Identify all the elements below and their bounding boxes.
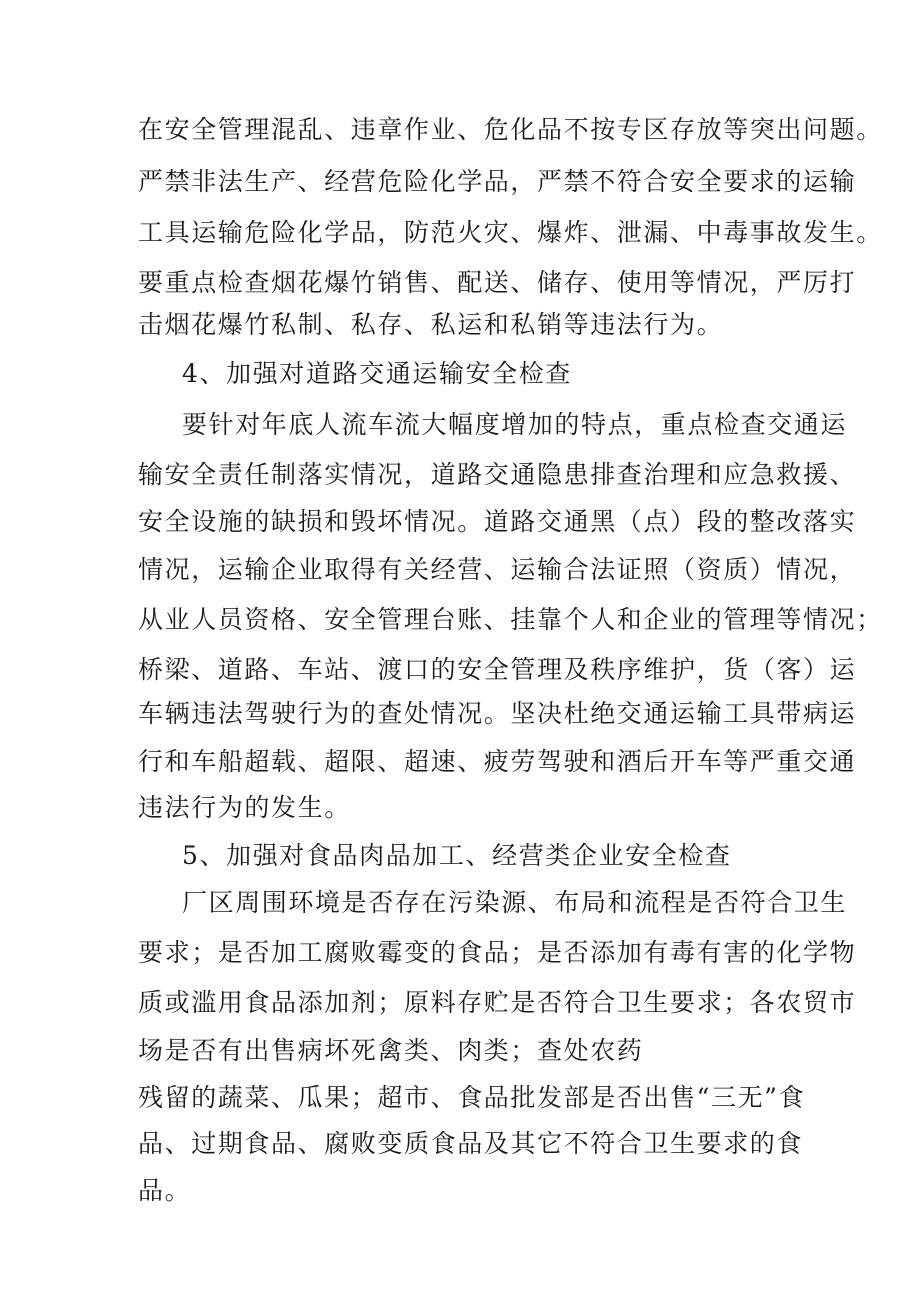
body-text-line: 输安全责任制落实情况，道路交通隐患排查治理和应急救援、 xyxy=(138,460,857,489)
body-text-line: 要重点检查烟花爆竹销售、配送、储存、使用等情况，严厉打 xyxy=(138,268,857,297)
body-text-line: 违法行为的发生。 xyxy=(138,793,351,822)
body-text-line: 工具运输危险化学品，防范火灾、爆炸、泄漏、中毒事故发生。 xyxy=(138,218,883,247)
body-text-line: 在安全管理混乱、违章作业、危化品不按专区存放等突出问题。 xyxy=(138,115,883,144)
body-text-line: 品。 xyxy=(138,1176,192,1205)
section-5-heading: 5、加强对食品肉品加工、经营类企业安全检查 xyxy=(182,841,732,870)
body-text-line: 残留的蔬菜、瓜果；超市、食品批发部是否出售“三无”食 xyxy=(138,1083,806,1112)
body-text-line: 场是否有出售病坏死禽类、肉类；查处农药 xyxy=(138,1036,644,1065)
body-text-line: 要求；是否加工腐败霉变的食品；是否添加有毒有害的化学物 xyxy=(138,938,857,967)
body-text-line: 质或滥用食品添加剂；原料存贮是否符合卫生要求；各农贸市 xyxy=(138,988,857,1017)
body-text-line: 安全设施的缺损和毁坏情况。道路交通黑（点）段的整改落实 xyxy=(138,507,857,536)
body-text-line: 从业人员资格、安全管理台账、挂靠个人和企业的管理等情况； xyxy=(138,605,883,634)
body-text-line: 严禁非法生产、经营危险化学品，严禁不符合安全要求的运输 xyxy=(138,167,857,196)
body-text-line: 行和车船超载、超限、超速、疲劳驾驶和酒后开车等严重交通 xyxy=(138,747,857,776)
body-text-line: 要针对年底人流车流大幅度增加的特点，重点检查交通运 xyxy=(182,410,848,439)
body-text-line: 品、过期食品、腐败变质食品及其它不符合卫生要求的食 xyxy=(138,1129,804,1158)
section-4-heading: 4、加强对道路交通运输安全检查 xyxy=(182,359,572,388)
body-text-line: 车辆违法驾驶行为的查处情况。坚决杜绝交通运输工具带病运 xyxy=(138,699,857,728)
body-text-line: 桥梁、道路、车站、渡口的安全管理及秩序维护，货（客）运 xyxy=(138,655,857,684)
body-text-line: 情况，运输企业取得有关经营、运输合法证照（资质）情况， xyxy=(138,555,857,584)
body-text-line: 厂区周围环境是否存在污染源、布局和流程是否符合卫生 xyxy=(182,888,848,917)
body-text-line: 击烟花爆竹私制、私存、私运和私销等违法行为。 xyxy=(138,310,724,339)
